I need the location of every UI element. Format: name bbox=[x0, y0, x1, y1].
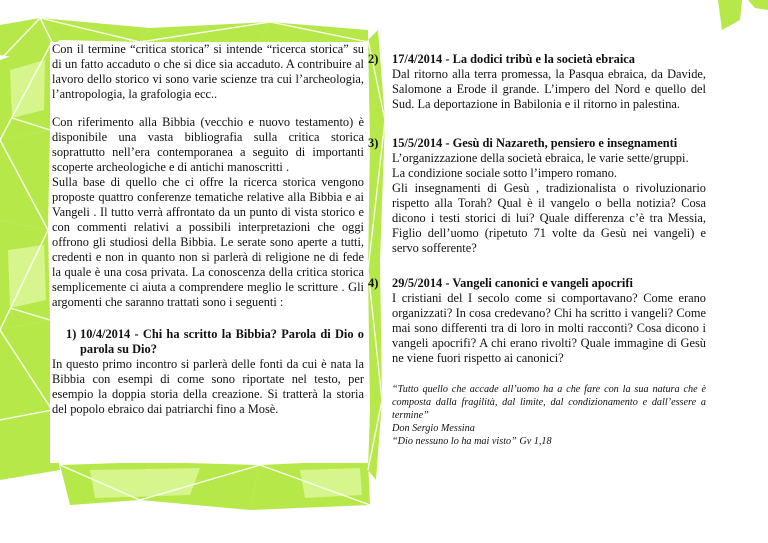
conference-3 bbox=[368, 136, 706, 256]
conference-4-title bbox=[368, 276, 706, 291]
conference-3-body-2: La condizione sociale sotto l’impero romano. bbox=[392, 166, 618, 180]
conference-3-title bbox=[368, 136, 706, 151]
conference-3-number: 3) bbox=[368, 136, 379, 150]
conference-1-title bbox=[66, 327, 364, 357]
conference-4-title-text: 29/5/2014 - Vangeli canonici e vangeli apocrifi bbox=[392, 276, 633, 290]
quote-author: Don Sergio Messina bbox=[392, 423, 475, 434]
conference-3-title-text: 15/5/2014 - Gesù di Nazareth, pensiero e insegnamenti bbox=[392, 136, 678, 150]
conference-2-title bbox=[368, 52, 706, 67]
conference-1-body: In questo primo incontro si parlerà delle fonti da cui è nata la Bibbia con esempi di come sono riportate nel testo, per esempio la doppia storia della creazione. Si tratterà la storia del popolo ebraico dai patriarchi fino a Mosè. bbox=[52, 357, 364, 416]
left-column bbox=[52, 42, 364, 417]
conference-4-body: I cristiani del I secolo come si comportavano? Come erano organizzati? In cosa credevano? Chi ha scritto i vangeli? Come mai sono differenti tra di loro in molti racconti? Cosa dicono i vangeli apocrifi? A chi erano rivolti? Quale immagine di Gesù ne viene fuori rispetto ai canonici? bbox=[392, 291, 706, 365]
conference-2-body: Dal ritorno alla terra promessa, la Pasqua ebraica, da Davide, Salomone a Erode il grande. L’impero del Nord e quello del Sud. La deportazione in Babilonia e il ritorno in palestina. bbox=[392, 67, 706, 111]
conference-4-number: 4) bbox=[368, 276, 379, 290]
conference-3-body-3: Gli insegnamenti di Gesù , tradizionalista o rivoluzionario rispetto alla Torah? Qual è il vangelo o bella notizia? Cosa dicono i testi storici di lui? Quale differenza c’è tra Messia, Figlio dell’uomo (ripetuto 71 volte da Gesù nei vangeli) e servo sofferente? bbox=[392, 181, 706, 255]
conference-3-body-1: L’organizzazione della società ebraica, le varie sette/gruppi. bbox=[392, 151, 689, 165]
conference-2-number: 2) bbox=[368, 52, 379, 66]
quote-fragility: “Tutto quello che accade all’uomo ha a che fare con la sua natura che è composta dalla fragilità, dal limite, dal condizionamento e dall’essere a termine” bbox=[392, 384, 706, 421]
conference-4 bbox=[368, 276, 706, 366]
conference-2 bbox=[368, 52, 706, 112]
right-column bbox=[368, 52, 706, 448]
bibliography-paragraph: Con riferimento alla Bibbia (vecchio e nuovo testamento) è disponibile una vasta bibliografia sulla critica storica soprattutto nell’era contemporanea a seguito di importanti scoperte archeologiche e di antichi manoscritti . bbox=[52, 115, 364, 174]
conference-1-number: 1) bbox=[66, 327, 77, 341]
conference-1-title-text: 10/4/2014 - Chi ha scritto la Bibbia? Parola di Dio o parola su Dio? bbox=[80, 327, 364, 356]
intro-paragraph: Con il termine “critica storica” si intende “ricerca storica” su di un fatto accaduto o che si dice sia accaduto. A contribuire al lavoro dello storico vi sono varie scienze tra cui l’archeologia, l’antropologia, la grafologia ecc.. bbox=[52, 42, 364, 101]
quote-gospel: “Dio nessuno lo ha mai visto” Gv 1,18 bbox=[392, 436, 552, 447]
conference-2-title-text: 17/4/2014 - La dodici tribù e la società ebraica bbox=[392, 52, 635, 66]
conferences-paragraph: Sulla base di quello che ci offre la ricerca storica vengono proposte quattro conferenze tematiche relative alla Bibbia e ai Vangeli . Il tutto verrà affrontato da un punto di vista storico e con commenti relativi a possibili interpretazioni che oggi offrono gli studiosi della Bibbia. Le serate sono aperte a tutti, credenti e non in quanto non si parlerà di religione ne di fede la quale è una cosa privata. La conoscenza della critica storica semplicemente ci aiuta a comprendere meglio le scritture . Gli argomenti che saranno trattati sono i seguenti : bbox=[52, 175, 364, 309]
